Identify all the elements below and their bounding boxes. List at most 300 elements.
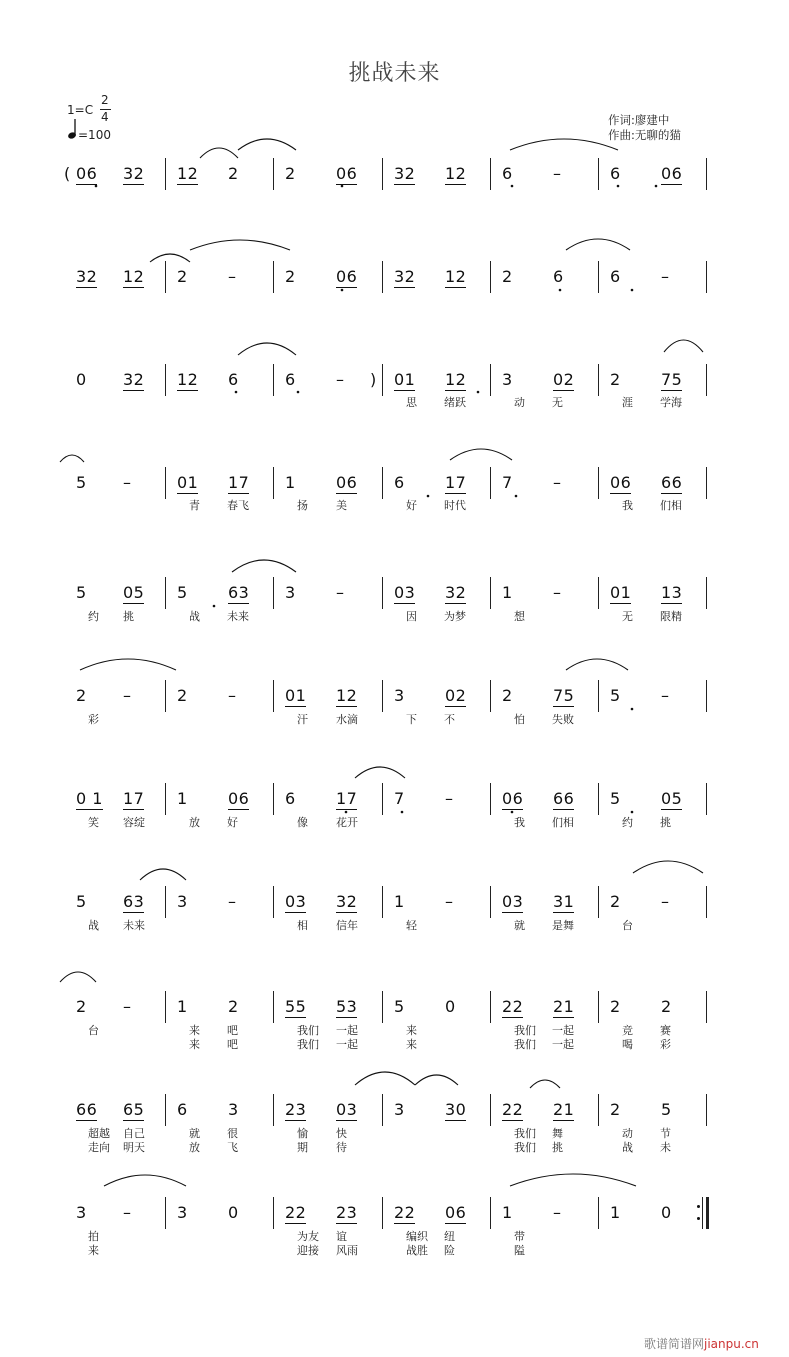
barline	[165, 467, 166, 499]
note-group: 2	[228, 164, 239, 183]
lyric-syllable: 想	[514, 610, 525, 623]
end-barline-thin	[702, 1197, 703, 1229]
octave-dot	[213, 605, 216, 608]
lyric-syllable: 笑	[88, 816, 99, 829]
barline	[598, 886, 599, 918]
barline	[273, 158, 274, 190]
tie-slur	[190, 240, 290, 250]
note-group: –	[336, 583, 345, 602]
lyric-syllable: 我	[514, 816, 525, 829]
lyric-syllable: 台	[622, 919, 633, 932]
lyric-syllable: 像	[297, 816, 308, 829]
barline	[490, 364, 491, 396]
tie-slur	[232, 560, 296, 572]
barline	[273, 783, 274, 815]
note-group: 66	[661, 473, 683, 492]
lyric-syllable: 失败	[552, 713, 574, 726]
tie-slur	[450, 449, 512, 460]
note-group: 02	[553, 370, 575, 389]
barline	[490, 680, 491, 712]
barline	[165, 364, 166, 396]
barline	[598, 680, 599, 712]
lyric-syllable: 们相	[660, 499, 682, 512]
note-group: 3	[394, 1100, 405, 1119]
barline	[706, 467, 707, 499]
note-group: –	[553, 583, 562, 602]
lyric-syllable: 汗	[297, 713, 308, 726]
note-group: 65	[123, 1100, 145, 1119]
note-group: –	[553, 164, 562, 183]
lyric-syllable: 好	[406, 499, 417, 512]
lyric-syllable: 就	[514, 919, 525, 932]
barline	[598, 158, 599, 190]
barline	[273, 467, 274, 499]
barline	[706, 783, 707, 815]
composer-credit: 作曲:无聊的猫	[608, 128, 681, 142]
tie-slur	[530, 1080, 560, 1088]
lyric-syllable: 时代	[444, 499, 466, 512]
tie-slur	[60, 455, 84, 462]
lyric-syllable: 自己	[123, 1127, 145, 1140]
lyric-syllable: 喝	[622, 1038, 633, 1051]
note-group: –	[336, 370, 345, 389]
note-group: –	[123, 1203, 132, 1222]
note-group: 06	[336, 164, 358, 183]
lyric-syllable: 容绽	[123, 816, 145, 829]
note-group: –	[553, 1203, 562, 1222]
note-group: 12	[445, 267, 467, 286]
barline	[165, 783, 166, 815]
lyric-syllable: 战	[622, 1141, 633, 1154]
tie-slur	[150, 254, 190, 262]
barline	[598, 467, 599, 499]
note-group: 03	[336, 1100, 358, 1119]
note-group: 6	[394, 473, 405, 492]
lyric-syllable: 春飞	[227, 499, 249, 512]
note-group: 22	[502, 997, 524, 1016]
lyric-syllable: 走向	[88, 1141, 110, 1154]
note-group: 06	[661, 164, 683, 183]
lyric-syllable: 待	[336, 1141, 347, 1154]
note-group: 06	[228, 789, 250, 808]
watermark-site: 歌谱简谱网	[644, 1337, 705, 1351]
note-group: 12	[336, 686, 358, 705]
note-group: 12	[123, 267, 145, 286]
barline	[273, 577, 274, 609]
barline	[382, 991, 383, 1023]
quarter-note-icon	[67, 118, 77, 144]
lyric-syllable: 挑	[123, 610, 134, 623]
lyric-syllable: 怕	[514, 713, 525, 726]
note-group: 17	[123, 789, 145, 808]
note-group: 5	[394, 997, 405, 1016]
note-group: 0	[445, 997, 456, 1016]
lyric-syllable: 放	[189, 1141, 200, 1154]
lyric-syllable: 风雨	[336, 1244, 358, 1257]
barline	[165, 1197, 166, 1229]
note-group: 30	[445, 1100, 467, 1119]
lyric-syllable: 隘	[514, 1244, 525, 1257]
lyric-syllable: 来	[88, 1244, 99, 1257]
lyric-syllable: 限精	[660, 610, 682, 623]
lyric-syllable: 很	[227, 1127, 238, 1140]
note-group: 22	[502, 1100, 524, 1119]
barline	[706, 261, 707, 293]
lyric-syllable: 竞	[622, 1024, 633, 1037]
barline	[165, 680, 166, 712]
lyric-syllable: 轻	[406, 919, 417, 932]
note-group: 03	[394, 583, 416, 602]
note-group: 5	[177, 583, 188, 602]
lyric-syllable: 台	[88, 1024, 99, 1037]
barline	[598, 364, 599, 396]
lyric-syllable: 美	[336, 499, 347, 512]
tie-slur	[566, 239, 630, 250]
note-group: 01	[177, 473, 199, 492]
note-group: 12	[445, 164, 467, 183]
note-group: 2	[228, 997, 239, 1016]
note-group: –	[228, 892, 237, 911]
key-signature: 1=C	[67, 103, 94, 117]
octave-dot	[631, 811, 634, 814]
time-signature-bottom: 4	[101, 110, 109, 124]
lyric-syllable: 好	[227, 816, 238, 829]
lyric-syllable: 愉	[297, 1127, 308, 1140]
note-group: 3	[394, 686, 405, 705]
lyric-syllable: 战	[88, 919, 99, 932]
note-group: 5	[661, 1100, 672, 1119]
note-group: –	[553, 473, 562, 492]
note-group: 6	[553, 267, 564, 286]
note-group: 63	[123, 892, 145, 911]
note-group: 32	[123, 370, 145, 389]
note-group: 05	[123, 583, 145, 602]
note-group: 66	[76, 1100, 98, 1119]
lyric-syllable: 未	[660, 1141, 671, 1154]
note-group: 1	[394, 892, 405, 911]
note-group: 32	[336, 892, 358, 911]
lyric-syllable: 无	[622, 610, 633, 623]
note-group: 06	[336, 473, 358, 492]
barline	[706, 991, 707, 1023]
note-group: –	[123, 686, 132, 705]
note-group: 05	[661, 789, 683, 808]
note-group: 2	[610, 997, 621, 1016]
octave-dot	[559, 289, 562, 292]
note-group: 2	[610, 370, 621, 389]
barline	[382, 680, 383, 712]
lyric-syllable: 明天	[123, 1141, 145, 1154]
note-group: 12	[177, 370, 199, 389]
octave-dot	[515, 495, 518, 498]
octave-dot	[511, 185, 514, 188]
lyric-syllable: 信年	[336, 919, 358, 932]
note-group: 2	[661, 997, 672, 1016]
barline	[490, 886, 491, 918]
note-group: 6	[610, 267, 621, 286]
lyric-syllable: 约	[88, 610, 99, 623]
note-group: 1	[502, 583, 513, 602]
tie-slur	[664, 340, 703, 352]
note-group: 03	[502, 892, 524, 911]
lyric-syllable: 节	[660, 1127, 671, 1140]
lyric-syllable: 我们	[514, 1038, 536, 1051]
note-group: 5	[76, 892, 87, 911]
lyric-syllable: 我们	[514, 1127, 536, 1140]
barline	[382, 1094, 383, 1126]
note-group: 5	[610, 686, 621, 705]
barline	[382, 364, 383, 396]
barline	[273, 364, 274, 396]
lyric-syllable: 挑	[552, 1141, 563, 1154]
octave-dot	[345, 811, 348, 814]
lyric-syllable: 因	[406, 610, 417, 623]
barline	[382, 577, 383, 609]
note-group: 1	[502, 1203, 513, 1222]
tie-slur	[140, 869, 186, 880]
note-group: 2	[502, 686, 513, 705]
lyric-syllable: 彩	[660, 1038, 671, 1051]
note-group: 01	[285, 686, 307, 705]
repeat-dot	[697, 1217, 700, 1220]
note-group: 06	[445, 1203, 467, 1222]
barline	[165, 577, 166, 609]
note-group: 12	[445, 370, 467, 389]
note-group: 7	[394, 789, 405, 808]
lyric-syllable: 一起	[336, 1038, 358, 1051]
barline	[382, 783, 383, 815]
barline	[598, 991, 599, 1023]
octave-dot	[95, 185, 98, 188]
barline	[598, 783, 599, 815]
tie-slur	[510, 1174, 636, 1186]
barline	[382, 1197, 383, 1229]
note-group: 23	[336, 1203, 358, 1222]
tie-slur	[566, 659, 628, 670]
note-group: –	[661, 892, 670, 911]
barline	[273, 991, 274, 1023]
barline	[273, 1094, 274, 1126]
barline	[706, 1094, 707, 1126]
barline	[273, 261, 274, 293]
note-group: 75	[661, 370, 683, 389]
lyric-syllable: 花开	[336, 816, 358, 829]
lyric-syllable: 是舞	[552, 919, 574, 932]
watermark	[644, 1335, 759, 1352]
lyric-syllable: 战	[189, 610, 200, 623]
note-group: 66	[553, 789, 575, 808]
lyric-syllable: 舞	[552, 1127, 563, 1140]
note-group: –	[445, 789, 454, 808]
note-group: 7	[502, 473, 513, 492]
tie-slur	[355, 767, 405, 778]
lyric-syllable: 吧	[227, 1024, 238, 1037]
note-group: 1	[285, 473, 296, 492]
tie-slur	[60, 972, 96, 982]
note-group: 3	[177, 1203, 188, 1222]
note-group: 55	[285, 997, 307, 1016]
barline	[273, 680, 274, 712]
note-group: 17	[445, 473, 467, 492]
octave-dot	[341, 185, 344, 188]
lyric-syllable: 放	[189, 816, 200, 829]
note-group: 6	[177, 1100, 188, 1119]
lyric-syllable: 就	[189, 1127, 200, 1140]
lyric-syllable: 超越	[88, 1127, 110, 1140]
barline	[490, 261, 491, 293]
lyric-syllable: 彩	[88, 713, 99, 726]
note-group: 0	[76, 370, 87, 389]
note-group: 06	[502, 789, 524, 808]
tie-slur	[238, 343, 296, 355]
barline	[598, 577, 599, 609]
lyric-syllable: 一起	[336, 1024, 358, 1037]
barline	[382, 261, 383, 293]
lyric-syllable: 战胜	[406, 1244, 428, 1257]
note-group: 32	[445, 583, 467, 602]
note-group: 12	[177, 164, 199, 183]
lyric-syllable: 们相	[552, 816, 574, 829]
tie-slur	[633, 861, 703, 873]
note-group: 22	[394, 1203, 416, 1222]
note-group: 6	[285, 789, 296, 808]
lyric-syllable: 下	[406, 713, 417, 726]
lyric-syllable: 来	[406, 1038, 417, 1051]
lyric-syllable: 纽	[444, 1230, 455, 1243]
note-group: 01	[394, 370, 416, 389]
note-group: 17	[228, 473, 250, 492]
note-group: 3	[285, 583, 296, 602]
note-group: 3	[76, 1203, 87, 1222]
lyric-syllable: 为友	[297, 1230, 319, 1243]
note-group: 06	[610, 473, 632, 492]
note-group: 23	[285, 1100, 307, 1119]
barline	[490, 467, 491, 499]
note-group: 6	[610, 164, 621, 183]
lyric-syllable: 险	[444, 1244, 455, 1257]
barline	[598, 1094, 599, 1126]
note-group: 3	[228, 1100, 239, 1119]
barline	[165, 991, 166, 1023]
lyric-syllable: 来	[406, 1024, 417, 1037]
barline	[490, 1197, 491, 1229]
note-group: –	[123, 473, 132, 492]
note-group: 32	[76, 267, 98, 286]
note-group: 22	[285, 1203, 307, 1222]
lyric-syllable: 思	[406, 396, 417, 409]
barline	[706, 364, 707, 396]
barline	[706, 680, 707, 712]
note-group: 2	[177, 267, 188, 286]
lyric-syllable: 赛	[660, 1024, 671, 1037]
tie-slur	[415, 1075, 458, 1085]
note-group: 03	[285, 892, 307, 911]
note-group: 06	[76, 164, 98, 183]
lyric-syllable: 相	[297, 919, 308, 932]
lyric-syllable: 扬	[297, 499, 308, 512]
lyric-syllable: 迎接	[297, 1244, 319, 1257]
tie-slur	[355, 1072, 415, 1085]
lyric-syllable: 期	[297, 1141, 308, 1154]
lyric-syllable: 编织	[406, 1230, 428, 1243]
note-group: –	[123, 997, 132, 1016]
barline	[382, 467, 383, 499]
lyric-syllable: 来	[189, 1024, 200, 1037]
watermark-url: jianpu.cn	[704, 1337, 759, 1351]
lyric-syllable: 青	[189, 499, 200, 512]
lyric-syllable: 来	[189, 1038, 200, 1051]
note-group: 32	[123, 164, 145, 183]
tie-slur	[510, 139, 618, 150]
octave-dot	[631, 708, 634, 711]
note-group: 6	[228, 370, 239, 389]
barline	[165, 886, 166, 918]
note-group: 32	[394, 164, 416, 183]
note-group: 0 1	[76, 789, 103, 808]
repeat-dot	[697, 1205, 700, 1208]
tie-slur	[80, 659, 176, 670]
octave-dot	[401, 811, 404, 814]
barline	[706, 886, 707, 918]
note-group: –	[228, 686, 237, 705]
repeat-close-paren: )	[370, 370, 377, 389]
barline	[490, 991, 491, 1023]
barline	[490, 158, 491, 190]
note-group: 1	[177, 789, 188, 808]
note-group: 2	[285, 164, 296, 183]
note-group: 53	[336, 997, 358, 1016]
note-group: 21	[553, 997, 575, 1016]
octave-dot	[477, 391, 480, 394]
barline	[598, 1197, 599, 1229]
lyric-syllable: 动	[514, 396, 525, 409]
lyric-syllable: 挑	[660, 816, 671, 829]
lyric-syllable: 飞	[227, 1141, 238, 1154]
octave-dot	[511, 811, 514, 814]
lyric-syllable: 我们	[514, 1141, 536, 1154]
note-group: –	[228, 267, 237, 286]
note-group: 5	[76, 583, 87, 602]
note-group: –	[661, 686, 670, 705]
note-group: 01	[610, 583, 632, 602]
note-group: 6	[502, 164, 513, 183]
time-signature-top: 2	[101, 93, 109, 107]
note-group: 63	[228, 583, 250, 602]
octave-dot	[617, 185, 620, 188]
lyric-syllable: 我们	[297, 1024, 319, 1037]
note-group: 17	[336, 789, 358, 808]
lyric-syllable: 动	[622, 1127, 633, 1140]
note-group: 31	[553, 892, 575, 911]
note-group: 2	[76, 686, 87, 705]
lyric-syllable: 谊	[336, 1230, 347, 1243]
barline	[598, 261, 599, 293]
lyric-syllable: 学海	[660, 396, 682, 409]
lyric-syllable: 我	[622, 499, 633, 512]
tempo-marking: =100	[78, 128, 111, 142]
lyric-syllable: 吧	[227, 1038, 238, 1051]
note-group: 75	[553, 686, 575, 705]
octave-dot	[341, 289, 344, 292]
lyric-syllable: 无	[552, 396, 563, 409]
barline	[490, 1094, 491, 1126]
octave-dot	[235, 391, 238, 394]
lyric-syllable: 带	[514, 1230, 525, 1243]
tie-slur	[200, 148, 238, 158]
barline	[706, 158, 707, 190]
barline	[165, 158, 166, 190]
barline	[382, 886, 383, 918]
